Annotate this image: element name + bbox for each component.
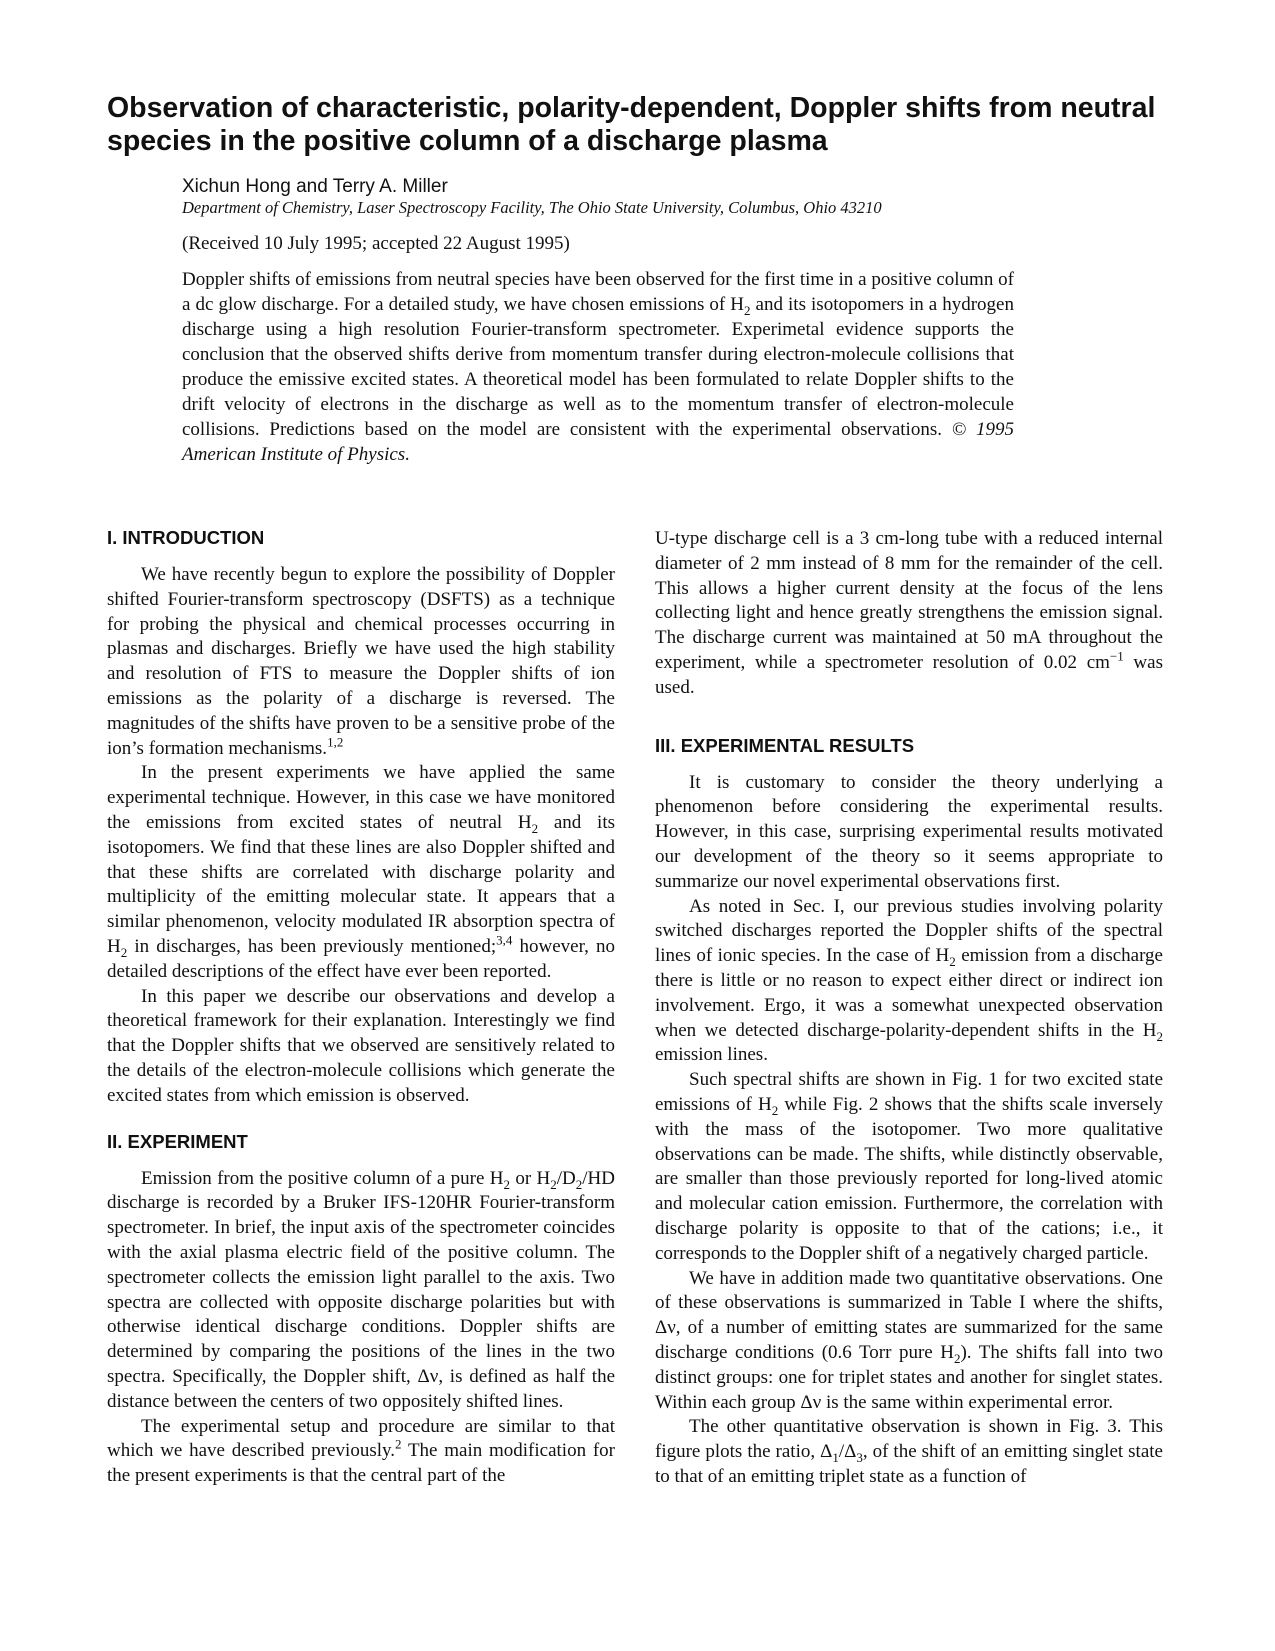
affiliation: Department of Chemistry, Laser Spectroscopy Facility, The Ohio State University, Columbus, Ohio 43210 [182, 198, 882, 217]
experiment-paragraph-2-continued: U-type discharge cell is a 3 cm-long tube with a reduced internal diameter of 2 mm instead of 8 mm for the remainder of the cell. This allows a higher current density at the focus of the lens collecting light and hence greatly strengthens the emission signal. The discharge current was maintained at 50 mA throughout the experiment, while a spectrometer resolution of 0.02 $cm^{-1}$ was used. [655, 528, 1163, 698]
intro-paragraph-2: In the present experiments we have applied the same experimental technique. However, in this case we have monitored the emissions from excited states of neutral $H_2$ and its isotopomers. We find that these lines are also Doppler shifted and that these shifts are correlated with discharge polarity and multiplicity of the emitting molecular state. It appears that a similar phenomenon, velocity modulated IR absorption spectra of $H_2$ in discharges, has been previously mentioned;$^{3,4}$ however, no detailed descriptions of the effect have ever been reported. [107, 762, 616, 982]
section-heading-experiment: II. EXPERIMENT [107, 1130, 248, 1152]
citation-ref: 2 [395, 1436, 402, 1452]
results-paragraph-1: It is customary to consider the theory underlying a phenomenon before considering the experimental results. However, in this case, surprising experimental results motivated our development of the theory so it seems appropriate to summarize our novel experimental observations first. [655, 771, 1163, 892]
copyright-notice: © 1995 American Institute of Physics. [182, 419, 1014, 465]
authors: Xichun Hong and Terry A. Miller [182, 176, 448, 197]
results-paragraph-2: As noted in Sec. I, our previous studies involving polarity switched discharges reported the Doppler shifts of the spectral lines of ionic species. In the case of $H_2$ emission from a discharge there is little or no reason to expect either direct or indirect ion involvement. Ergo, it was a somewhat unexpected observation when we detected discharge-polarity-dependent shifts in the $H_2$ emission lines. [655, 895, 1163, 1066]
results-paragraph-5: The other quantitative observation is shown in Fig. 3. This figure plots the ratio, $\Delta_1/\Delta_3$, of the shift of an emitting singlet state to that of an emitting triplet state as a function of [655, 1416, 1163, 1487]
intro-paragraph-1: We have recently begun to explore the possibility of Doppler shifted Fourier-transform spectroscopy (DSFTS) as a technique for probing the physical and chemical processes occurring in plasmas and discharges. Briefly we have used the high stability and resolution of FTS to measure the Doppler shifts of ion emissions as the polarity of a discharge is reversed. The magnitudes of the shifts have proven to be a sensitive probe of the ion’s formation mechanisms.$^{1,2}$ [107, 564, 615, 759]
section-heading-results: III. EXPERIMENTAL RESULTS [655, 734, 915, 756]
section-heading-introduction: I. INTRODUCTION [107, 527, 265, 548]
citation-ref: 1,2 [327, 734, 344, 750]
intro-paragraph-3: In this paper we describe our observations and develop a theoretical framework for their explanation. Interestingly we find that the Doppler shifts that we observed are sensitively related to the details of the electron-molecule collisions which generate the excited states from which emission is observed. [107, 985, 615, 1106]
right-column [655, 527, 1163, 1490]
results-paragraph-4: We have in addition made two quantitative observations. One of these observations is summarized in Table I where the shifts, Δν, of a number of emitting states are summarized for the same discharge conditions (0.6 Torr pure $H_2$). The shifts fall into two distinct groups: one for triplet states and another for singlet states. Within each group Δν is the same within experimental error. [655, 1267, 1163, 1413]
abstract: Doppler shifts of emissions from neutral species have been observed for the first time in a positive column of a dc glow discharge. For a detailed study, we have chosen emissions of $H_2$ and its isotopomers in a hydrogen discharge using a high resolution Fourier-transform spectrometer. Experimetal evidence supports the conclusion that the observed shifts derive from momentum transfer during electron-molecule collisions that produce the emissive excited states. A theoretical model has been formulated to relate Doppler shifts to the drift velocity of electrons in the discharge as well as to the momentum transfer of electron-molecule collisions. Predictions based on the model are consistent with the experimental observations. © 1995 American Institute of Physics. [182, 269, 1014, 465]
experiment-paragraph-1: Emission from the positive column of a pure $H_2$ or $H_2/D_2/HD$ discharge is recorded by a Bruker IFS-120HR Fourier-transform spectrometer. In brief, the input axis of the spectrometer coincides with the axial plasma electric field of the positive column. The spectrometer collects the emission light parallel to the axis. Two spectra are collected with opposite discharge polarities but with otherwise identical discharge conditions. Doppler shifts are determined by comparing the positions of the lines in the two spectra. Specifically, the Doppler shift, Δν, is defined as half the distance between the centers of two oppositely shifted lines. [107, 1167, 615, 1412]
citation-ref: 3,4 [496, 932, 513, 948]
experiment-paragraph-2: The experimental setup and procedure are similar to that which we have described previously.$^2$ The main modification for the present experiments is that the central part of the [107, 1415, 615, 1487]
left-column [107, 527, 615, 1489]
received-dates: (Received 10 July 1995; accepted 22 August 1995) [182, 233, 570, 254]
results-paragraph-3: Such spectral shifts are shown in Fig. 1 for two excited state emissions of $H_2$ while Fig. 2 shows that the shifts scale inversely with the mass of the isotopomer. Two more qualitative observations can be made. The shifts, while distinctly observable, are smaller than those previously reported for long-lived atomic and molecular cation emission. Furthermore, the correlation with discharge polarity is opposite to that of the cations; i.e., it corresponds to the Doppler shift of a negatively charged particle. [655, 1069, 1163, 1264]
paper-title: Observation of characteristic, polarity-dependent, Doppler shifts from neutral species in the positive column of a discharge plasma [107, 92, 1156, 157]
